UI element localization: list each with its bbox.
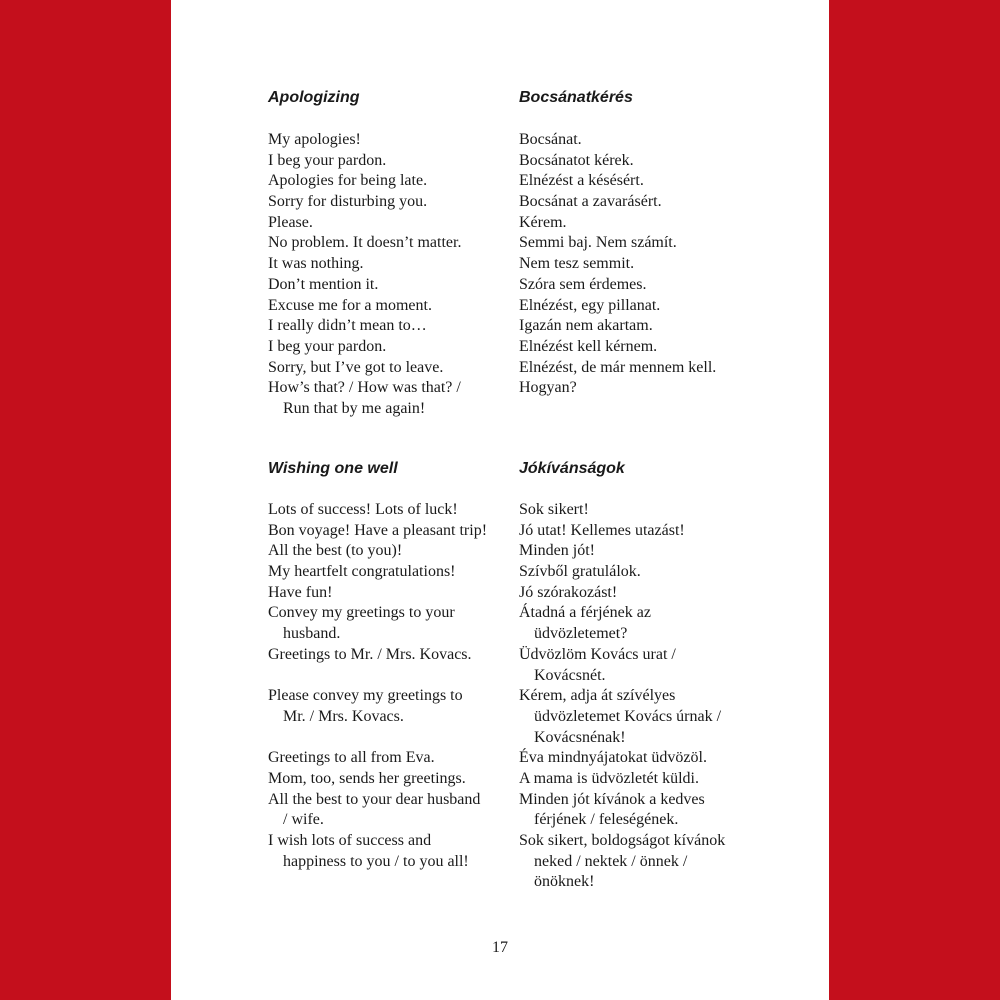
phrase-line: Have fun!	[268, 583, 333, 601]
phrase-line: neked / nektek / önnek /	[534, 852, 688, 870]
phrase-line: Greetings to Mr. / Mrs. Kovacs.	[268, 645, 472, 663]
phrase-line: Bocsánat.	[519, 131, 582, 148]
phrase-line: Jó utat! Kellemes utazást!	[519, 521, 685, 539]
phrase-line: Átadná a férjének az	[519, 604, 651, 622]
phrase-line: Bocsánat a zavarásért.	[519, 193, 662, 211]
phrase-line: üdvözletemet?	[534, 625, 628, 643]
phrase-line: Éva mindnyájatokat üdvözöl.	[519, 749, 707, 767]
phrase-line: Sok sikert, boldogságot kívánok	[519, 832, 726, 849]
section-heading-hu-wishing: Jókívánságok	[519, 460, 625, 477]
phrase-line: Jó szórakozást!	[519, 583, 618, 601]
phrase-line: Kovácsnénak!	[534, 728, 626, 746]
phrase-line: Semmi baj. Nem számít.	[519, 234, 677, 252]
phrase-line: Minden jót kívánok a kedves	[519, 790, 705, 808]
phrase-line: Greetings to all from Eva.	[268, 749, 435, 767]
phrase-line: I really didn’t mean to…	[268, 317, 427, 335]
phrase-line: Hogyan?	[519, 379, 577, 397]
phrase-line: Elnézést, de már mennem kell.	[519, 358, 717, 376]
section-heading-en-wishing: Wishing one well	[268, 460, 398, 477]
phrase-line: Please convey my greetings to	[268, 687, 463, 705]
phrase-line: My apologies!	[268, 131, 361, 148]
phrase-line: Elnézést, egy pillanat.	[519, 296, 661, 314]
phrase-line: husband.	[283, 625, 341, 643]
phrase-line: A mama is üdvözletét küldi.	[519, 769, 699, 787]
phrase-list-hu-wishing	[519, 500, 725, 893]
phrase-line: Mr. / Mrs. Kovacs.	[283, 707, 404, 725]
line-spacer	[268, 728, 487, 749]
phrase-line: Lots of success! Lots of luck!	[268, 501, 458, 518]
phrase-line: Minden jót!	[519, 542, 595, 560]
phrase-line: Run that by me again!	[283, 399, 426, 417]
phrase-line: Igazán nem akartam.	[519, 317, 653, 335]
phrase-line: Szóra sem érdemes.	[519, 275, 647, 293]
phrase-line: Kérem, adja át szívélyes	[519, 687, 676, 705]
phrase-list-en-apologizing	[268, 130, 461, 420]
phrase-line: Please.	[268, 213, 313, 231]
phrase-line: Apologies for being late.	[268, 172, 428, 190]
page-number: 17	[492, 939, 508, 956]
phrase-line: Üdvözlöm Kovács urat /	[519, 645, 676, 663]
phrase-line: Convey my greetings to your	[268, 604, 455, 622]
phrase-line: Bon voyage! Have a pleasant trip!	[268, 521, 488, 539]
phrase-line: Mom, too, sends her greetings.	[268, 769, 466, 787]
phrase-line: Kérem.	[519, 213, 567, 231]
phrase-line: Don’t mention it.	[268, 275, 379, 293]
phrase-line: I wish lots of success and	[268, 832, 432, 849]
phrase-line: Sok sikert!	[519, 501, 589, 518]
phrase-line: It was nothing.	[268, 255, 364, 273]
phrase-line: I beg your pardon.	[268, 151, 387, 169]
phrase-line: No problem. It doesn’t matter.	[268, 234, 462, 252]
phrase-line: Sorry, but I’ve got to leave.	[268, 358, 444, 376]
phrase-line: Sorry for disturbing you.	[268, 193, 428, 211]
phrase-line: All the best (to you)!	[268, 542, 403, 560]
phrase-line: Szívből gratulálok.	[519, 563, 641, 581]
phrase-line: üdvözletemet Kovács úrnak /	[534, 707, 722, 725]
section-heading-hu-apologizing: Bocsánatkérés	[519, 89, 633, 106]
phrase-line: férjének / feleségének.	[534, 811, 679, 829]
line-spacer	[268, 666, 487, 687]
phrase-line: Nem tesz semmit.	[519, 255, 635, 273]
phrase-line: Bocsánatot kérek.	[519, 151, 634, 169]
phrase-line: My heartfelt congratulations!	[268, 563, 456, 581]
phrase-line: önöknek!	[534, 873, 595, 891]
phrase-line: All the best to your dear husband	[268, 790, 481, 808]
phrase-line: Kovácsnét.	[534, 666, 606, 684]
section-heading-en-apologizing: Apologizing	[268, 89, 360, 106]
phrase-list-en-wishing	[268, 500, 487, 872]
phrase-line: Excuse me for a moment.	[268, 296, 432, 314]
phrase-line: / wife.	[283, 811, 324, 829]
phrase-line: I beg your pardon.	[268, 337, 387, 355]
book-page	[171, 0, 829, 1000]
phrase-line: Elnézést a késésért.	[519, 172, 644, 190]
phrase-line: happiness to you / to you all!	[283, 852, 469, 870]
phrase-list-hu-apologizing	[519, 130, 716, 399]
phrase-line: Elnézést kell kérnem.	[519, 337, 658, 355]
phrase-line: How’s that? / How was that? /	[268, 379, 461, 397]
